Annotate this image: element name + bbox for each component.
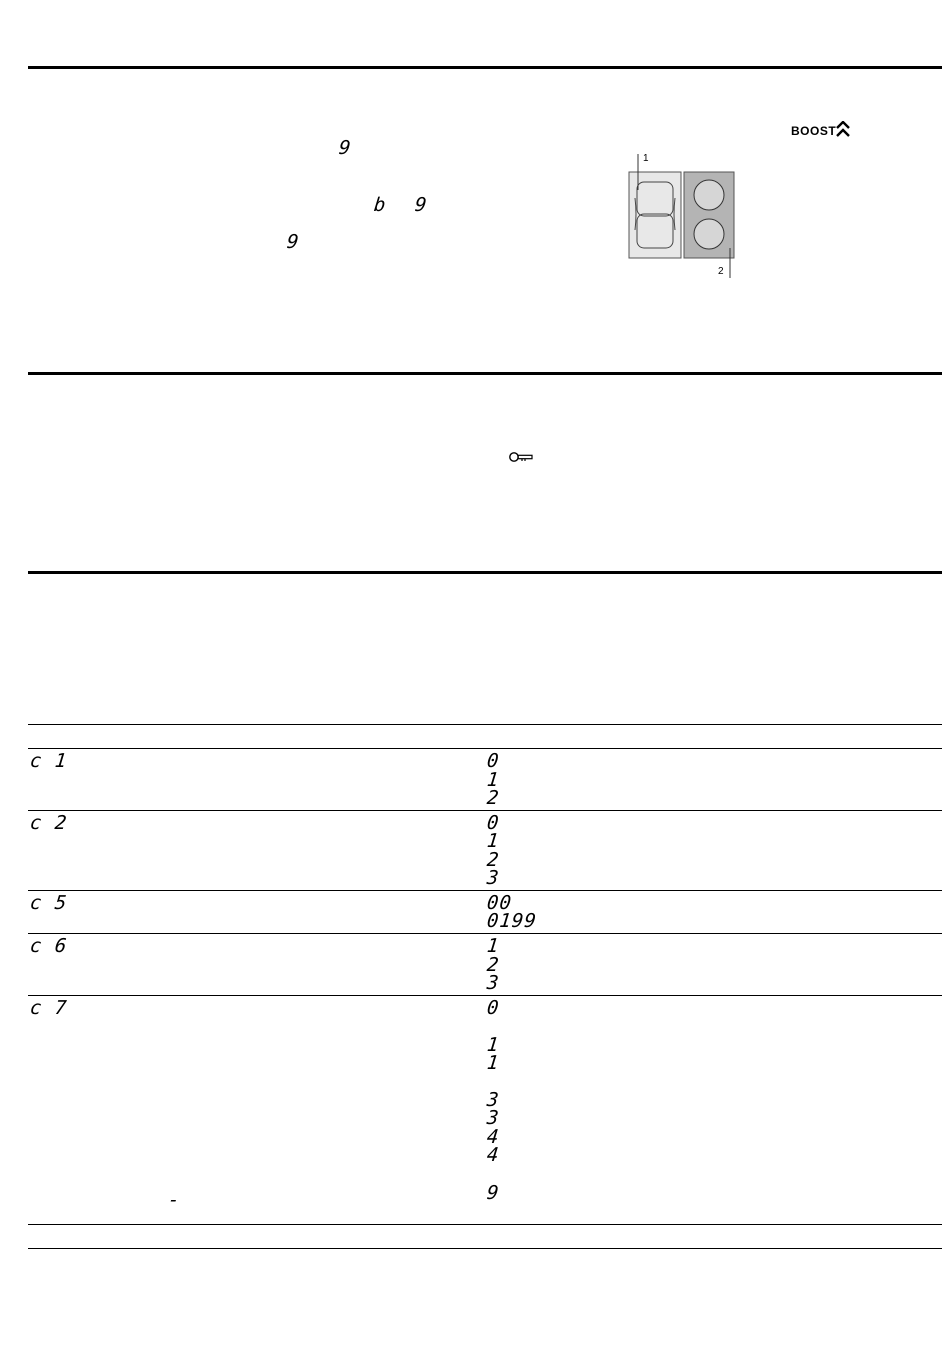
- table-row-divider: [28, 1224, 942, 1225]
- double-chevron-up-icon: [836, 121, 850, 137]
- table-value: 3: [485, 867, 501, 889]
- section-divider: [28, 66, 942, 69]
- table-code: c 6: [28, 935, 69, 957]
- table-value: 3: [485, 1107, 501, 1129]
- table-row-divider: [28, 995, 942, 996]
- table-value: 1: [485, 1034, 501, 1056]
- table-value: 1: [485, 935, 501, 957]
- table-code: c 7: [28, 997, 69, 1019]
- table-header-rule: [28, 748, 942, 749]
- boost-label: BOOST: [791, 124, 837, 138]
- callout-1: 1: [643, 153, 649, 164]
- callout-2: 2: [718, 266, 724, 277]
- display-symbol: 9: [285, 231, 301, 253]
- table-value: 1: [485, 1052, 501, 1074]
- table-value: 00: [485, 892, 514, 914]
- table-code: c 2: [28, 812, 69, 834]
- display-symbol: 9: [337, 137, 353, 159]
- section-divider: [28, 372, 942, 375]
- table-value: 0: [485, 812, 501, 834]
- table-value: 3: [485, 972, 501, 994]
- table-value: 0: [485, 750, 501, 772]
- hob-diagram: [625, 150, 745, 280]
- table-code: c 5: [28, 892, 69, 914]
- table-value: 2: [485, 849, 501, 871]
- table-bottom-rule: [28, 1248, 942, 1249]
- table-row-divider: [28, 810, 942, 811]
- table-value: 0: [485, 997, 501, 1019]
- table-value: 3: [485, 1089, 501, 1111]
- table-code: c 1: [28, 750, 69, 772]
- display-symbol: b: [372, 194, 388, 216]
- table-value: 9: [485, 1182, 501, 1204]
- dash-mark: -: [166, 1189, 182, 1211]
- table-value: 4: [485, 1126, 501, 1148]
- key-icon: [509, 451, 533, 463]
- table-top-rule: [28, 724, 942, 725]
- table-value: 4: [485, 1144, 501, 1166]
- section-divider: [28, 571, 942, 574]
- display-symbol: 9: [413, 194, 429, 216]
- table-row-divider: [28, 933, 942, 934]
- table-value: 0199: [485, 910, 538, 932]
- table-value: 1: [485, 830, 501, 852]
- table-value: 2: [485, 787, 501, 809]
- table-value: 1: [485, 769, 501, 791]
- table-row-divider: [28, 890, 942, 891]
- table-value: 2: [485, 954, 501, 976]
